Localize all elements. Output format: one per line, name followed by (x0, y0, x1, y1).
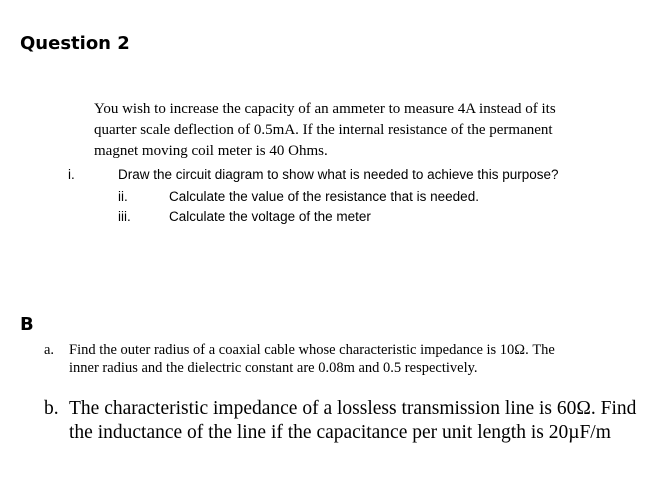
part-a-marker: a. (44, 342, 55, 358)
item-i-text: Draw the circuit diagram to show what is needed to achieve this purpose? (118, 167, 559, 182)
item-ii-marker: ii. (118, 189, 128, 204)
part-a-line-1 (44, 341, 555, 359)
intro-line-2: quarter scale deflection of 0.5mA. If the internal resistance of the permanent (94, 122, 553, 138)
part-a-text-1: Find the outer radius of a coaxial cable whose characteristic impedance is 10Ω. The (69, 342, 555, 358)
item-ii (118, 189, 479, 204)
part-b-text-1: The characteristic impedance of a lossless transmission line is 60Ω. Find (69, 398, 637, 419)
item-iii (118, 209, 371, 224)
intro-line-3: magnet moving coil meter is 40 Ohms. (94, 143, 328, 159)
part-a (44, 341, 555, 377)
intro-line-1: You wish to increase the capacity of an ammeter to measure 4A instead of its (94, 101, 556, 117)
item-i (68, 167, 558, 182)
item-ii-text: Calculate the value of the resistance that is needed. (169, 189, 479, 204)
item-iii-marker: iii. (118, 209, 131, 224)
item-iii-text: Calculate the voltage of the meter (169, 209, 371, 224)
part-b-marker: b. (44, 398, 59, 419)
part-b (44, 397, 636, 445)
question-intro (94, 99, 634, 162)
part-b-line-2: the inductance of the line if the capacitance per unit length is 20µF/m (69, 422, 611, 443)
section-b-title: B (20, 314, 34, 335)
item-i-marker: i. (68, 167, 75, 182)
question-title: Question 2 (20, 33, 130, 54)
part-b-line-1 (44, 397, 636, 421)
part-a-line-2: inner radius and the dielectric constant are 0.08m and 0.5 respectively. (69, 360, 478, 376)
